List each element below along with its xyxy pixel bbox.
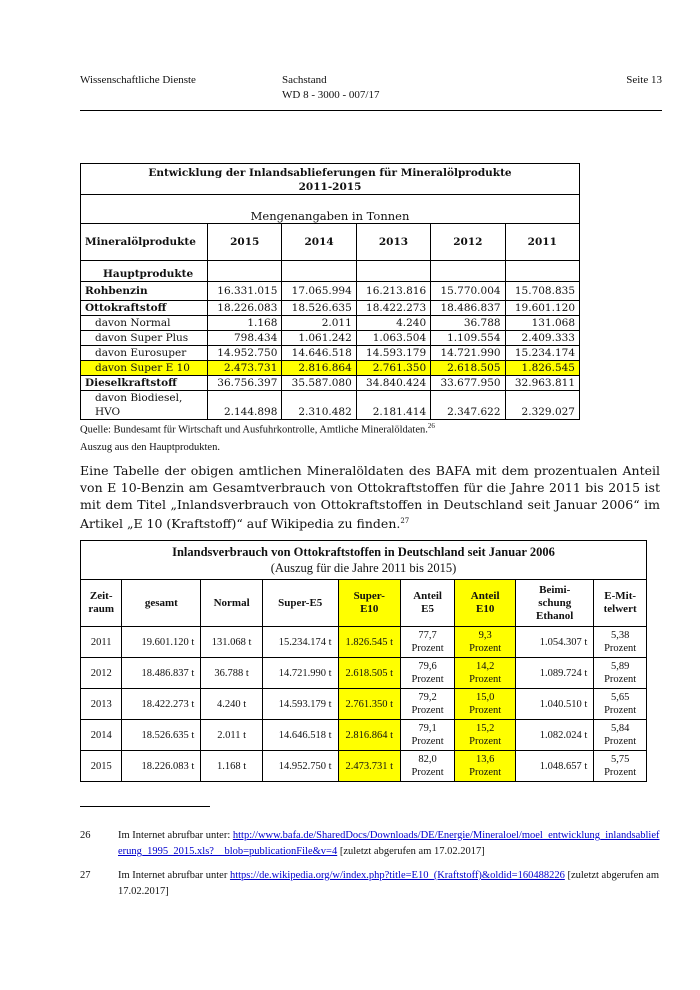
cell-value: 2.816.864 [282, 361, 356, 376]
header-normal: Normal [201, 580, 263, 627]
header-anteil-e10 [455, 580, 516, 627]
cell-value: 79,6 [418, 661, 437, 672]
cell-mittelwert [594, 689, 647, 720]
cell-anteil-e10 [455, 751, 516, 782]
cell-normal: 1.168 t [201, 751, 263, 782]
header-text: schung [538, 596, 572, 609]
cell-unit: Prozent [469, 705, 502, 716]
cell-anteil-e5 [401, 627, 455, 658]
footnote-27 [80, 868, 660, 900]
table1-section-label: Hauptprodukte [81, 261, 208, 282]
row-label: davon Normal [81, 316, 208, 331]
cell-e10: 2.816.864 t [338, 720, 401, 751]
cell-value: 15,2 [475, 723, 495, 734]
cell-ethanol: 1.048.657 t [516, 751, 594, 782]
cell-value: 17.065.994 [282, 282, 356, 301]
cell-ethanol: 1.054.307 t [516, 627, 594, 658]
table1-unit: Mengenangaben in Tonnen [81, 195, 580, 224]
cell-normal: 2.011 t [201, 720, 263, 751]
header-anteil-e5 [401, 580, 455, 627]
row-label: Dieselkraftstoff [81, 376, 208, 391]
row-label: Rohbenzin [81, 282, 208, 301]
cell-e5: 14.593.179 t [262, 689, 338, 720]
footnote-26 [80, 828, 660, 860]
cell-unit: Prozent [604, 767, 637, 778]
cell-anteil-e5 [401, 689, 455, 720]
table1-title-line2: 2011-2015 [298, 181, 362, 193]
header-text: E5 [421, 603, 435, 615]
table-row [81, 316, 580, 331]
cell-value: 5,38 [610, 630, 630, 641]
cell-unit: Prozent [469, 674, 502, 685]
cell-anteil-e10 [455, 627, 516, 658]
cell-value: 13,6 [475, 754, 495, 765]
header-text: E10 [475, 603, 495, 615]
footnote-divider [80, 806, 210, 807]
cell-value: 2.011 [282, 316, 356, 331]
header-beimischung [516, 580, 594, 627]
cell-anteil-e10 [455, 658, 516, 689]
cell-ethanol: 1.082.024 t [516, 720, 594, 751]
row-label: davon Super E 10 [81, 361, 208, 376]
table-row [81, 658, 647, 689]
cell-normal: 4.240 t [201, 689, 263, 720]
footnote-text [118, 868, 660, 900]
cell-value: 2.618.505 [431, 361, 505, 376]
cell-unit: Prozent [411, 674, 444, 685]
cell-year: 2012 [81, 658, 122, 689]
header-doc-kind: Sachstand [282, 74, 327, 86]
cell-value: 36.788 [431, 316, 505, 331]
header-super-e10 [338, 580, 401, 627]
header-text: Anteil [470, 590, 500, 602]
cell-value: 2.181.414 [356, 391, 430, 420]
header-institution: Wissenschaftliche Dienste [80, 74, 196, 86]
cell-gesamt: 18.486.837 t [122, 658, 201, 689]
cell-value: 2.761.350 [356, 361, 430, 376]
header-page-number: Seite 13 [626, 74, 662, 86]
cell-anteil-e10 [455, 689, 516, 720]
cell-unit: Prozent [469, 643, 502, 654]
row-label: Ottokraftstoff [81, 301, 208, 316]
footnote-link[interactable]: http://www.bafa.de/SharedDocs/Downloads/DE/Energie/Mineraloel/moel_entwicklung_inlandsablieferung_1995_2015.xls?__blob=publicationFile&v=4 [118, 830, 660, 857]
table-row [81, 751, 647, 782]
paragraph-text: Eine Tabelle der obigen amtlichen Mineralöldaten des BAFA mit dem prozentualen Anteil von E 10-Benzin am Gesamtverbrauch von Ottokraftstoffen für die Jahre 2011 bis 2015 ist mit dem Titel „Inlandsverbrauch von Ottokraftstoffen in Deutschland seit Januar 2006“ im Artikel „E 10 (Kraftstoff)“ auf Wikipedia zu finden. [80, 463, 660, 532]
header-text: Zeit- [89, 590, 113, 602]
cell-normal: 36.788 t [201, 658, 263, 689]
cell-unit: Prozent [411, 643, 444, 654]
cell-value: 5,75 [610, 754, 630, 765]
cell-unit: Prozent [604, 705, 637, 716]
footnote-suffix: [zuletzt abgerufen am 17.02.2017] [337, 846, 485, 857]
header-doc-number: WD 8 - 3000 - 007/17 [282, 89, 380, 101]
cell-value: 4.240 [356, 316, 430, 331]
cell-value: 2.329.027 [505, 391, 579, 420]
cell-value: 18.486.837 [431, 301, 505, 316]
cell-gesamt: 18.526.635 t [122, 720, 201, 751]
cell-mittelwert [594, 627, 647, 658]
cell-year: 2014 [81, 720, 122, 751]
cell-value: 15.708.835 [505, 282, 579, 301]
row-label: davon Eurosuper [81, 346, 208, 361]
cell-value: 1.063.504 [356, 331, 430, 346]
cell-value: 2.347.622 [431, 391, 505, 420]
cell-anteil-e5 [401, 720, 455, 751]
cell-e5: 14.721.990 t [262, 658, 338, 689]
header-text: Beimi- [539, 583, 571, 596]
header-text: raum [88, 603, 115, 615]
cell-gesamt: 18.226.083 t [122, 751, 201, 782]
cell-value: 2.310.482 [282, 391, 356, 420]
cell-anteil-e5 [401, 751, 455, 782]
table1-col-header: Mineralölprodukte [81, 224, 208, 261]
cell-value: 15,0 [475, 692, 495, 703]
table1-year-header: 2012 [431, 224, 505, 261]
table-row [81, 720, 647, 751]
cell-mittelwert [594, 751, 647, 782]
cell-year: 2015 [81, 751, 122, 782]
cell-value: 77,7 [418, 630, 437, 641]
cell-value: 14.721.990 [431, 346, 505, 361]
cell-value: 15.234.174 [505, 346, 579, 361]
table-row [81, 301, 580, 316]
table1-year-header: 2013 [356, 224, 430, 261]
table2-title [81, 541, 647, 580]
table-row [81, 282, 580, 301]
header-mittelwert [594, 580, 647, 627]
footnote-suffix: [zuletzt abgerufen am 17.02.2017] [118, 870, 659, 897]
cell-value: 79,2 [418, 692, 437, 703]
cell-e5: 15.234.174 t [262, 627, 338, 658]
cell-e10: 2.761.350 t [338, 689, 401, 720]
row-label-line1: davon Biodiesel, [95, 392, 183, 404]
cell-unit: Prozent [469, 767, 502, 778]
cell-value: 35.587.080 [282, 376, 356, 391]
row-label-line2: HVO [95, 406, 121, 418]
cell-year: 2011 [81, 627, 122, 658]
cell-value: 1.826.545 [505, 361, 579, 376]
table1-source [80, 418, 435, 456]
footnote-number: 26 [80, 830, 91, 841]
cell-value: 131.068 [505, 316, 579, 331]
cell-value: 14.646.518 [282, 346, 356, 361]
source-line1 [80, 418, 435, 439]
footnote-prefix: Im Internet abrufbar unter [118, 870, 230, 881]
cell-mittelwert [594, 720, 647, 751]
cell-ethanol: 1.089.724 t [516, 658, 594, 689]
header-text: E10 [360, 603, 379, 615]
cell-value: 16.213.816 [356, 282, 430, 301]
header-text: E-Mit- [604, 590, 637, 602]
cell-value: 5,65 [610, 692, 630, 703]
footnote-number: 27 [80, 870, 91, 881]
cell-anteil-e5 [401, 658, 455, 689]
table-row [81, 346, 580, 361]
cell-value: 1.061.242 [282, 331, 356, 346]
cell-value: 18.226.083 [208, 301, 282, 316]
cell-e10: 2.473.731 t [338, 751, 401, 782]
cell-value: 82,0 [418, 754, 437, 765]
cell-anteil-e10 [455, 720, 516, 751]
table1-year-header: 2014 [282, 224, 356, 261]
table-row-highlighted [81, 361, 580, 376]
cell-gesamt: 18.422.273 t [122, 689, 201, 720]
source-line2: Auszug aus den Hauptprodukten. [80, 441, 220, 453]
cell-value: 15.770.004 [431, 282, 505, 301]
cell-value: 14.593.179 [356, 346, 430, 361]
header-doc-type [282, 73, 379, 103]
header-super-e5: Super-E5 [262, 580, 338, 627]
inlandsverbrauch-table [80, 540, 647, 782]
cell-e5: 14.952.750 t [262, 751, 338, 782]
table1-title-line1: Entwicklung der Inlandsablieferungen für Mineralölprodukte [148, 167, 512, 179]
header-text: Super- [353, 590, 385, 602]
footnote-ref[interactable]: 26 [427, 422, 435, 430]
cell-year: 2013 [81, 689, 122, 720]
table-row [81, 627, 647, 658]
body-paragraph [80, 462, 660, 532]
cell-value: 1.109.554 [431, 331, 505, 346]
cell-unit: Prozent [604, 736, 637, 747]
header-text: telwert [603, 603, 637, 615]
footnote-link[interactable]: https://de.wikipedia.org/w/index.php?title=E10_(Kraftstoff)&oldid=160488226 [229, 870, 565, 881]
cell-unit: Prozent [411, 705, 444, 716]
cell-value: 36.756.397 [208, 376, 282, 391]
table-row [81, 689, 647, 720]
cell-unit: Prozent [604, 643, 637, 654]
cell-value: 79,1 [418, 723, 437, 734]
cell-value: 18.422.273 [356, 301, 430, 316]
table2-title-bold: Inlandsverbrauch von Ottokraftstoffen in Deutschland seit Januar 2006 [172, 545, 555, 559]
cell-value: 18.526.635 [282, 301, 356, 316]
cell-unit: Prozent [411, 736, 444, 747]
cell-value: 19.601.120 [505, 301, 579, 316]
cell-e10: 2.618.505 t [338, 658, 401, 689]
table1-year-header: 2011 [505, 224, 579, 261]
cell-e10: 1.826.545 t [338, 627, 401, 658]
header-gesamt: gesamt [122, 580, 201, 627]
cell-value: 14.952.750 [208, 346, 282, 361]
cell-value: 2.409.333 [505, 331, 579, 346]
header-text: Ethanol [536, 609, 574, 622]
cell-unit: Prozent [411, 767, 444, 778]
inlandsablieferungen-table [80, 163, 580, 420]
cell-value: 2.144.898 [208, 391, 282, 420]
cell-value: 9,3 [478, 630, 492, 641]
cell-mittelwert [594, 658, 647, 689]
cell-value: 33.677.950 [431, 376, 505, 391]
cell-ethanol: 1.040.510 t [516, 689, 594, 720]
header-divider [80, 110, 662, 111]
cell-gesamt: 19.601.120 t [122, 627, 201, 658]
row-label [81, 391, 208, 420]
cell-value: 5,89 [610, 661, 630, 672]
footnote-text [118, 828, 660, 860]
cell-normal: 131.068 t [201, 627, 263, 658]
source-text: Quelle: Bundesamt für Wirtschaft und Ausfuhrkontrolle, Amtliche Mineralöldaten. [80, 424, 428, 436]
cell-value: 32.963.811 [505, 376, 579, 391]
footnote-ref[interactable]: 27 [400, 517, 410, 525]
table1-title [81, 164, 580, 195]
table2-title-sub: (Auszug für die Jahre 2011 bis 2015) [270, 561, 457, 575]
cell-e5: 14.646.518 t [262, 720, 338, 751]
footnote-prefix: Im Internet abrufbar unter: [118, 830, 233, 841]
row-label: davon Super Plus [81, 331, 208, 346]
cell-value: 34.840.424 [356, 376, 430, 391]
table-row [81, 391, 580, 420]
cell-value: 2.473.731 [208, 361, 282, 376]
header-zeitraum [81, 580, 122, 627]
cell-value: 5,84 [610, 723, 630, 734]
cell-value: 1.168 [208, 316, 282, 331]
cell-value: 16.331.015 [208, 282, 282, 301]
table-row [81, 331, 580, 346]
cell-value: 14,2 [475, 661, 495, 672]
cell-unit: Prozent [604, 674, 637, 685]
table-row [81, 376, 580, 391]
cell-value: 798.434 [208, 331, 282, 346]
cell-unit: Prozent [469, 736, 502, 747]
header-text: Anteil [413, 590, 442, 602]
table1-year-header: 2015 [208, 224, 282, 261]
